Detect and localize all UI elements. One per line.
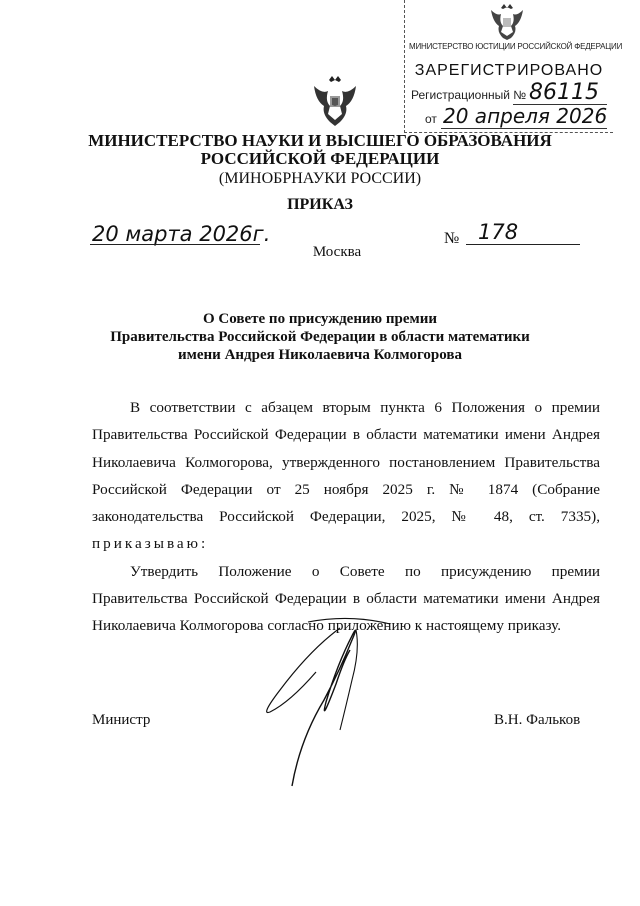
body-paragraph-2: Утвердить Положение о Совете по присуждению премии Правительства Российской Федерации в области математики имени Андрея Николаевича Колмогорова согласно приложению к настоящему приказу. (92, 562, 600, 635)
stamp-date-label: от (425, 112, 437, 126)
subject-line2: Правительства Российской Федерации в области математики (110, 329, 530, 345)
signer-position: Министр (92, 712, 151, 728)
stamp-reg-number-label: Регистрационный № (411, 88, 527, 102)
order-body (92, 394, 600, 640)
order-number: 178 (478, 220, 519, 244)
coat-of-arms-icon (312, 76, 358, 126)
signer-name: В.Н. Фальков (494, 712, 581, 728)
double-headed-eagle-icon (487, 2, 527, 40)
handwritten-signature (240, 610, 430, 800)
order-date: 20 марта 2026г. (92, 222, 271, 246)
ministry-name-line2: РОССИЙСКОЙ ФЕДЕРАЦИИ (200, 149, 440, 168)
ministry-name-line1: МИНИСТЕРСТВО НАУКИ И ВЫСШЕГО ОБРАЗОВАНИЯ (88, 131, 552, 150)
ministry-short-name: (МИНОБРНАУКИ РОССИИ) (218, 170, 422, 187)
order-city: Москва (312, 244, 362, 260)
stamp-ministry-name: МИНИСТЕРСТВО ЮСТИЦИИ РОССИЙСКОЙ ФЕДЕРАЦИИ (409, 42, 623, 51)
stamp-date: 20 апреля 2026 (443, 104, 608, 128)
body-paragraph-1 (92, 394, 600, 558)
order-number-label: № (444, 230, 460, 247)
order-word: приказываю: (92, 535, 209, 553)
order-subject (80, 310, 560, 364)
stamp-reg-number: 86115 (529, 80, 599, 105)
stamp-registered-label: ЗАРЕГИСТРИРОВАНО (414, 62, 604, 79)
document-type-title: ПРИКАЗ (287, 196, 353, 213)
subject-line1: О Совете по присуждению премии (203, 311, 437, 327)
registration-stamp (404, 0, 623, 133)
stamp-underline (441, 128, 607, 129)
ministry-name (60, 132, 580, 168)
preamble-text: В соответствии с абзацем вторым пункта 6 Положения о премии Правительства Российской Федерации в области математики имени Андрея Николаевича Колмогорова, утвержденного постановлением Правительства Российской Федерации от 25 ноября 2025 г. № 1874 (Собрание законодательства Российской Федерации, 2025, № 48, ст. 7335), (92, 399, 600, 526)
subject-line3: имени Андрея Николаевича Колмогорова (178, 347, 462, 363)
